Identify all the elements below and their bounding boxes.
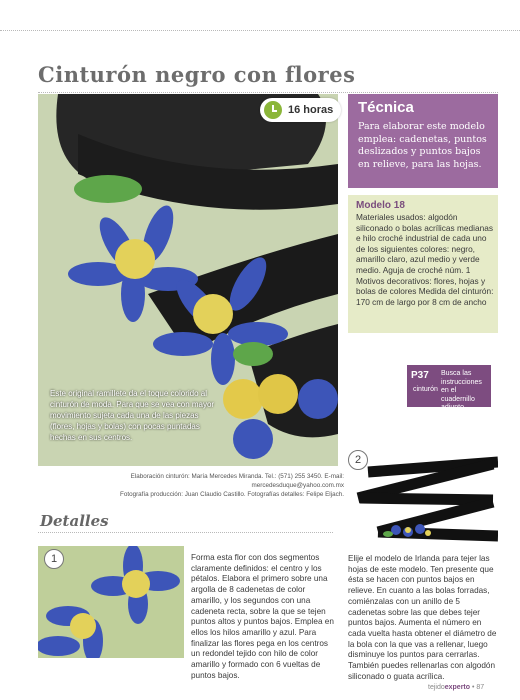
footer-prefix: tejido: [428, 684, 445, 691]
step-2-badge: 2: [348, 450, 368, 470]
pattern-note: Busca las instrucciones en el cuadernillo adjunto.: [441, 370, 482, 412]
pattern-sub: cinturón: [413, 386, 438, 393]
photo-caption: Este original ramillete da el toque colorido al cinturón de moda. Para que se vea con mayor movimiento sujeta cada una de las piezas (flores, hojas y bolas) con pocas puntadas hechas en sus centros.: [50, 389, 215, 442]
top-dotted-rule: [0, 30, 520, 31]
detalles-heading: Detalles: [40, 512, 109, 530]
belt-zigzag-illustration: [348, 450, 498, 550]
time-text: 16 horas: [288, 104, 334, 116]
page-footer: tejidoexperto • 87: [428, 684, 485, 691]
modelo-materials: Materiales usados: algodón siliconado o bolas acrílicas medianas e hilo croché industrial de cada uno de los siguientes colores: negro, amarillo claro, azul medio y verde medio. Aguja de croché núm. 1 Motivos decorativos: flores, hojas y bolas de colores Medida del cinturón: 170 cm de largo por 8 cm de ancho: [356, 212, 494, 307]
photo-credits: [74, 472, 344, 499]
clock-icon: [264, 101, 282, 119]
tecnica-text: Para elaborar este modelo emplea: cadenetas, puntos deslizados y puntos bajos en relieve, para las hojas.: [358, 121, 487, 170]
page-title: Cinturón negro con flores: [38, 62, 356, 87]
step-1-badge: 1: [44, 549, 64, 569]
tecnica-heading: Técnica: [358, 99, 414, 116]
belt-detail-photo: [348, 450, 498, 550]
time-badge: [260, 98, 341, 122]
leaf-ball-instructions: Elije el modelo de Irlanda para tejer las hojas de este modelo. Ten presente que ésta se hacen con puntos bajos en relieve. En cuanto a las bolas forradas, comiénzalas con un anillo de 5 cadenetas sobre las que debes tejer puntos bajos. Aumenta el número en cada vuelta hasta obtener el diámetro de la bola con la que vas a rellenar, luego disminuye los puntos para cerrarlas. También puedes rellenarlas con algodón siliconado o guata acrílica.: [348, 554, 497, 681]
footer-brand: experto: [444, 684, 471, 691]
pattern-code: P37: [411, 370, 429, 381]
page-number: 87: [476, 684, 485, 691]
credits-line-1: Elaboración cinturón: María Mercedes Miranda. Tel.: (571) 255 3450. E-mail: mercedesduque@yahoo.com.mx: [130, 473, 344, 489]
detalles-dotted-rule: [38, 532, 333, 533]
modelo-heading: Modelo 18: [356, 200, 405, 211]
flower-instructions: Forma esta flor con dos segmentos claramente definidos: el centro y los pétalos. Elabora el primero sobre una argolla de 8 cadenetas de color amarillo, y los segundos con una cadeneta recta, sobre la que se tejen puntos altos y puntos bajos. Emplea en ellos los hilos amarillo y azul. Para finalizar las flores pega en los centros un redondel tejido con hilo de color amarillo y formado con 6 vueltas de puntos bajos.: [191, 553, 334, 680]
title-dotted-rule: [38, 92, 498, 93]
credits-line-2: Fotografía producción: Juan Claudio Castillo. Fotografías detalles: Felipe Eljach.: [119, 491, 344, 498]
